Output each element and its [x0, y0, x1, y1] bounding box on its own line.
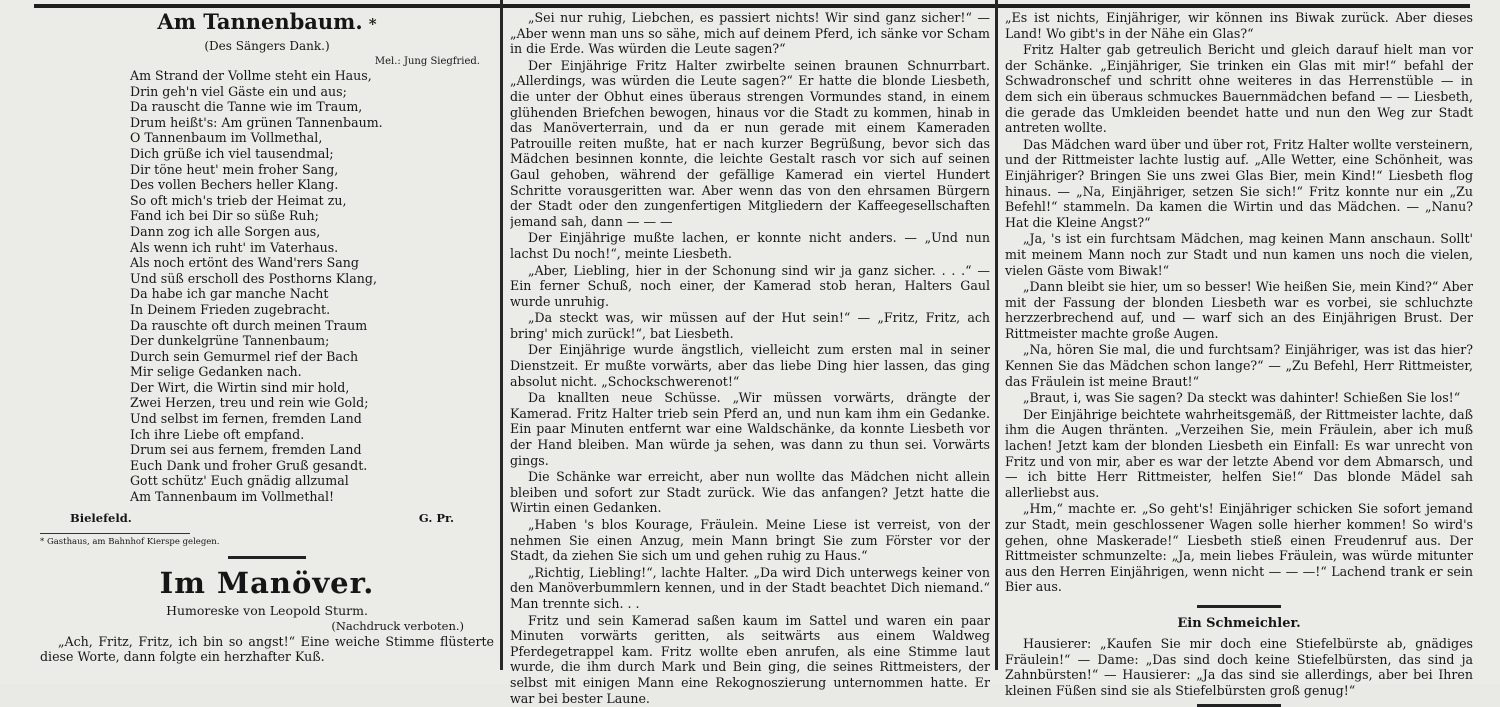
- story-paragraph: „Ach, Fritz, Fritz, ich bin so angst!“ Eine weiche Stimme flüsterte diese Worte, dann folgte ein herzhafter Kuß.: [40, 633, 494, 665]
- story-paragraph: Fritz Halter gab getreulich Bericht und gleich darauf hielt man vor der Schänke. „Einjähriger, Sie trinken ein Glas mit mir!“ befahl der Schwadronschef und schritt ohne weiteres in das Herrenstüble — in dem sich ein überaus schmuckes Bauernmädchen befand — — Liesbeth, die gerade das Umkleiden beendet hatte und nun den Weg zur Stadt antreten wollte.: [1005, 42, 1473, 136]
- story-paragraph: „Richtig, Liebling!“, lachte Halter. „Da wird Dich unterwegs keiner von den Manöverbummlern kennen, und in der Stadt beachtet Dich niemand.“ Man trennte sich. . .: [510, 564, 990, 611]
- poem-stanza: O Tannenbaum im Vollmethal, Dich grüße ich viel tausendmal; Dir töne heut' mein froher Sang, Des vollen Bechers heller Klang.: [130, 130, 339, 193]
- column-3: [1005, 10, 1473, 707]
- story-paragraph: Das Mädchen ward über und über rot, Fritz Halter wollte versteinern, und der Rittmeister lachte lustig auf. „Alle Wetter, eine Schönheit, was Einjähriger? Bringen Sie uns zwei Glas Bier, mein Kind!“ Liesbeth flog hinaus. — „Na, Einjähriger, setzen Sie sich!“ Fritz konnte nur ein „Zu Befehl!“ stammeln. Da kamen die Wirtin und das Mädchen. — „Nanu? Hat die Kleine Angst?“: [1005, 136, 1473, 230]
- story-paragraph: „Ja, 's ist ein furchtsam Mädchen, mag keinen Mann anschaun. Sollt' mit meinem Mann noch zur Stadt und nun kamen uns noch die vielen, vielen Gäste vom Biwak!“: [1005, 231, 1473, 278]
- story-paragraph: Die Schänke war erreicht, aber nun wollte das Mädchen nicht allein bleiben und sofort zur Stadt zurück. Wie das anfangen? Jetzt hatte die Wirtin einen Gedanken.: [510, 469, 990, 516]
- poem-signoff: [40, 505, 494, 525]
- story-paragraph: Da knallten neue Schüsse. „Wir müssen vorwärts, drängte der Kamerad. Fritz Halter trieb sein Pferd an, und nun kam ihm ein Gedanke. Ein paar Minuten entfernt war eine Waldschänke, da konnte Liesbeth vor der Hand bleiben. Man würde ja sehen, was dann zu thun sei. Vorwärts gings.: [510, 390, 990, 468]
- story-paragraph: „Braut, i, was Sie sagen? Da steckt was dahinter! Schießen Sie los!“: [1023, 390, 1461, 406]
- story-paragraph: „Haben 's blos Kourage, Fräulein. Meine Liese ist verreist, von der nehmen Sie einen Anzug, mein Mann bringt Sie zum Förster vor der Stadt, da ziehen Sie sich um und gehen ruhig zu Haus.“: [510, 517, 990, 564]
- anecdote-text: Hausierer: „Kaufen Sie mir doch eine Stiefelbürste ab, gnädiges Fräulein!“ — Dame: „Das sind doch keine Stiefelbürsten, das sind ja Zahnbürsten!“ — Hausierer: „Ja das sind sie allerdings, aber bei Ihren kleinen Füßen sind sie als Stiefelbürsten groß genug!“: [1005, 635, 1473, 698]
- story-paragraph: „Sei nur ruhig, Liebchen, es passiert nichts! Wir sind ganz sicher!“ — „Aber wenn man uns so sähe, mich auf deinem Pferd, ich sänke vor Scham in die Erde. Was würden die Leute sagen?“: [510, 10, 990, 57]
- story-title: Im Manöver.: [159, 565, 375, 600]
- story-paragraph: „Hm,“ machte er. „So geht's! Einjähriger schicken Sie sofort jemand zur Stadt, mein geschlossener Wagen solle hierher kommen! So wird's gehen, ohne Maskerade!“ Liesbeth stieß einen Freudenruf aus. Der Rittmeister schmunzelte: „Ja, mein liebes Fräulein, was würde mitunter aus den Herren Einjährigen, wenn nicht — — —!“ Lachend trank er sein Bier aus.: [1005, 501, 1473, 595]
- story-paragraph: Der Einjährige beichtete wahrheitsgemäß, der Rittmeister lachte, daß ihm die Augen thränten. „Verzeihen Sie, mein Fräulein, aber ich muß lachen! Jetzt kam der blonden Liesbeth ein Einfall: Es war unrecht von Fritz und von mir, aber es war der letzte Abend vor dem Abmarsch, und — ich bitte Herr Rittmeister, helfen Sie!“ Das blonde Mädel sah allerliebst aus.: [1005, 406, 1473, 500]
- story-paragraph: Der Einjährige Fritz Halter zwirbelte seinen braunen Schnurrbart. „Allerdings, was würden die Leute sagen?“ Er hatte die blonde Liesbeth, die unter der Obhut eines überaus strengen Vormundes stand, in einem glühenden Briefchen bewogen, hinaus vor die Stadt zu kommen, hinab in das Manöverterrain, und da er nun gerade mit einem Kameraden Patrouille reiten mußte, hat er nach kurzer Begrüßung, bevor sich das Mädchen besinnen konnte, die leichte Gestalt rasch vor sich auf seinen Gaul gehoben, während der gefällige Kamerad ein viertel Hundert Schritte vorausgeritten war. Aber wenn das von den ehrsamen Bürgern der Stadt oder den zungenfertigen Mitgliedern der Kaffeegesellschaften jemand sah, dann — — —: [510, 57, 990, 229]
- story-paragraph: „Es ist nichts, Einjähriger, wir können ins Biwak zurück. Aber dieses Land! Wo gibt's in der Nähe ein Glas?“: [1005, 10, 1473, 41]
- poem-stanza: Drum sei aus fernem, fremden Land Euch Dank und froher Gruß gesandt. Gott schütz' Euch gnädig allzumal Am Tannenbaum im Vollmethal!: [130, 442, 368, 505]
- column-1: [40, 10, 494, 666]
- story-paragraph: „Da steckt was, wir müssen auf der Hut sein!“ — „Fritz, Fritz, ach bring' mich zurück!“, bat Liesbeth.: [510, 310, 990, 341]
- top-rule: [34, 4, 1470, 8]
- section-separator: [1197, 605, 1281, 608]
- poem-stanza: Da rauschte oft durch meinen Traum Der dunkelgrüne Tannenbaum; Durch sein Gemurmel rief der Bach Mir selige Gedanken nach.: [130, 317, 368, 380]
- poem-author: G. Pr.: [418, 510, 454, 525]
- column-divider-2: [995, 0, 998, 670]
- story-paragraph: Der Einjährige mußte lachen, er konnte nicht anders. — „Und nun lachst Du noch!“, meinte Liesbeth.: [510, 230, 990, 261]
- column-2: [510, 10, 990, 707]
- footnote-rule: [40, 533, 190, 534]
- section-separator: [228, 556, 306, 559]
- reprint-note: (Nachdruck verboten.): [331, 618, 464, 633]
- poem-melody: Mel.: Jung Siegfried.: [374, 56, 480, 67]
- footnote-marker: *: [368, 15, 377, 33]
- poem-subtitle: (Des Sängers Dank.): [204, 39, 330, 53]
- poem-title-text: Am Tannenbaum.: [157, 10, 363, 34]
- poem-stanza: Der Wirt, die Wirtin sind mir hold, Zwei Herzen, treu und rein wie Gold; Und selbst im fernen, fremden Land Ich ihre Liebe oft empfand.: [130, 379, 369, 442]
- poem-footnote: * Gasthaus, am Bahnhof Kierspe gelegen.: [40, 536, 220, 547]
- anecdote-title: Ein Schmeichler.: [1177, 615, 1301, 631]
- poem-stanza: So oft mich's trieb der Heimat zu, Fand ich bei Dir so süße Ruh; Dann zog ich alle Sorgen aus, Als wenn ich ruht' im Vaterhaus.: [130, 192, 347, 255]
- column-divider-1: [500, 0, 503, 670]
- poem-stanza: Als noch ertönt des Wand'rers Sang Und süß erscholl des Posthorns Klang, Da habe ich gar manche Nacht In Deinem Frieden zugebracht.: [130, 255, 377, 317]
- poem: [40, 10, 494, 548]
- story-paragraph: „Aber, Liebling, hier in der Schonung sind wir ja ganz sicher. . . .“ — Ein ferner Schuß, noch einer, der Kamerad stob heran, Halters Gaul wurde unruhig.: [510, 262, 990, 309]
- story-byline: Humoreske von Leopold Sturm.: [166, 602, 368, 618]
- poem-stanza: Am Strand der Vollme steht ein Haus, Drin geh'n viel Gäste ein und aus; Da rauscht die Tanne wie im Traum, Drum heißt's: Am grünen Tannenbaum.: [130, 68, 383, 130]
- story-paragraph: Fritz und sein Kamerad saßen kaum im Sattel und waren ein paar Minuten vorwärts geritten, als seitwärts aus einem Waldweg Pferdegetrappel kam. Fritz wollte eben anrufen, als eine Stimme laut wurde, die ihm durch Mark und Bein ging, die seines Rittmeisters, der selbst mit einigen Mann eine Rekognoszierung unternommen hatte. Er war bei bester Laune.: [510, 612, 990, 706]
- story-paragraph: „Na, hören Sie mal, die und furchtsam? Einjähriger, was ist das hier? Kennen Sie das Mädchen schon lange?“ — „Zu Befehl, Herr Rittmeister, das Fräulein ist meine Braut!“: [1005, 342, 1473, 389]
- story-paragraph: „Dann bleibt sie hier, um so besser! Wie heißen Sie, mein Kind?“ Aber mit der Fassung der blonden Liesbeth war es vorbei, sie schluchzte herzzerbrechend auf, und — warf sich an des Einjährigen Brust. Der Rittmeister machte große Augen.: [1005, 279, 1473, 341]
- poem-title: [40, 10, 494, 36]
- poem-place: Bielefeld.: [70, 510, 132, 525]
- story-paragraph: Der Einjährige wurde ängstlich, vielleicht zum ersten mal in seiner Dienstzeit. Er mußte vorwärts, aber das liebe Ding hier lassen, das ging absolut nicht. „Schockschwerenot!“: [510, 342, 990, 389]
